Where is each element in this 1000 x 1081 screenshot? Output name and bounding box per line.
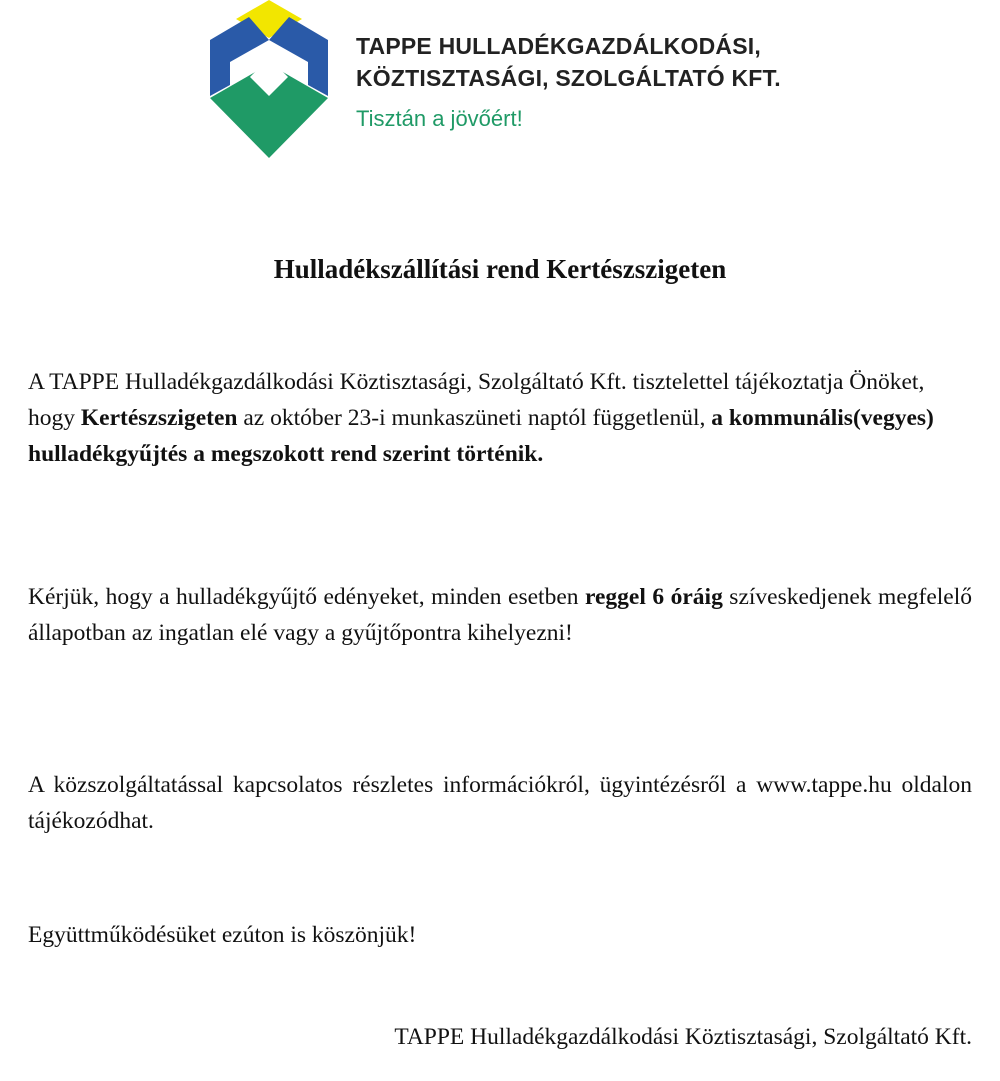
p2-bold-time: reggel 6 óráig	[585, 584, 723, 610]
paragraph-thanks: Együttműködésüket ezúton is köszönjük!	[28, 922, 417, 948]
p2-text-1: Kérjük, hogy a hulladékgyűjtő edényeket, minden esetben	[28, 584, 585, 610]
signature: TAPPE Hulladékgazdálkodási Köztisztasági, Szolgáltató Kft.	[394, 1024, 972, 1050]
company-logo	[210, 0, 328, 158]
document-title: Hulladékszállítási rend Kertészszigeten	[273, 254, 727, 284]
paragraph-request	[28, 579, 972, 651]
p1-text-1: A TAPPE Hulladékgazdálkodási Köztisztasági, Szolgáltató Kft. tisztelettel tájékoztatja Önöket, hogy	[28, 369, 925, 431]
company-slogan: Tisztán a jövőért!	[356, 106, 523, 131]
paragraph-info: A közszolgáltatással kapcsolatos részletes információkról, ügyintézésről a www.tappe.hu oldalon tájékozódhat.	[28, 772, 972, 834]
letterhead	[210, 0, 890, 160]
p1-text-2: az október 23-i munkaszüneti naptól függetlenül,	[237, 405, 712, 431]
company-name	[356, 30, 781, 132]
p2-text-2: szíveskedjenek megfelelő állapotban az ingatlan elé vagy a gyűjtőpontra kihelyezni!	[28, 584, 972, 646]
company-name-line2: KÖZTISZTASÁGI, SZOLGÁLTATÓ KFT.	[356, 65, 781, 91]
p1-bold-location: Kertészszigeten	[80, 405, 238, 431]
company-name-line1: TAPPE HULLADÉKGAZDÁLKODÁSI,	[356, 33, 761, 59]
p1-bold-statement: a kommunális(vegyes) hulladékgyűjtés a megszokott rend szerint történik.	[28, 405, 934, 467]
paragraph-notice	[28, 364, 972, 472]
